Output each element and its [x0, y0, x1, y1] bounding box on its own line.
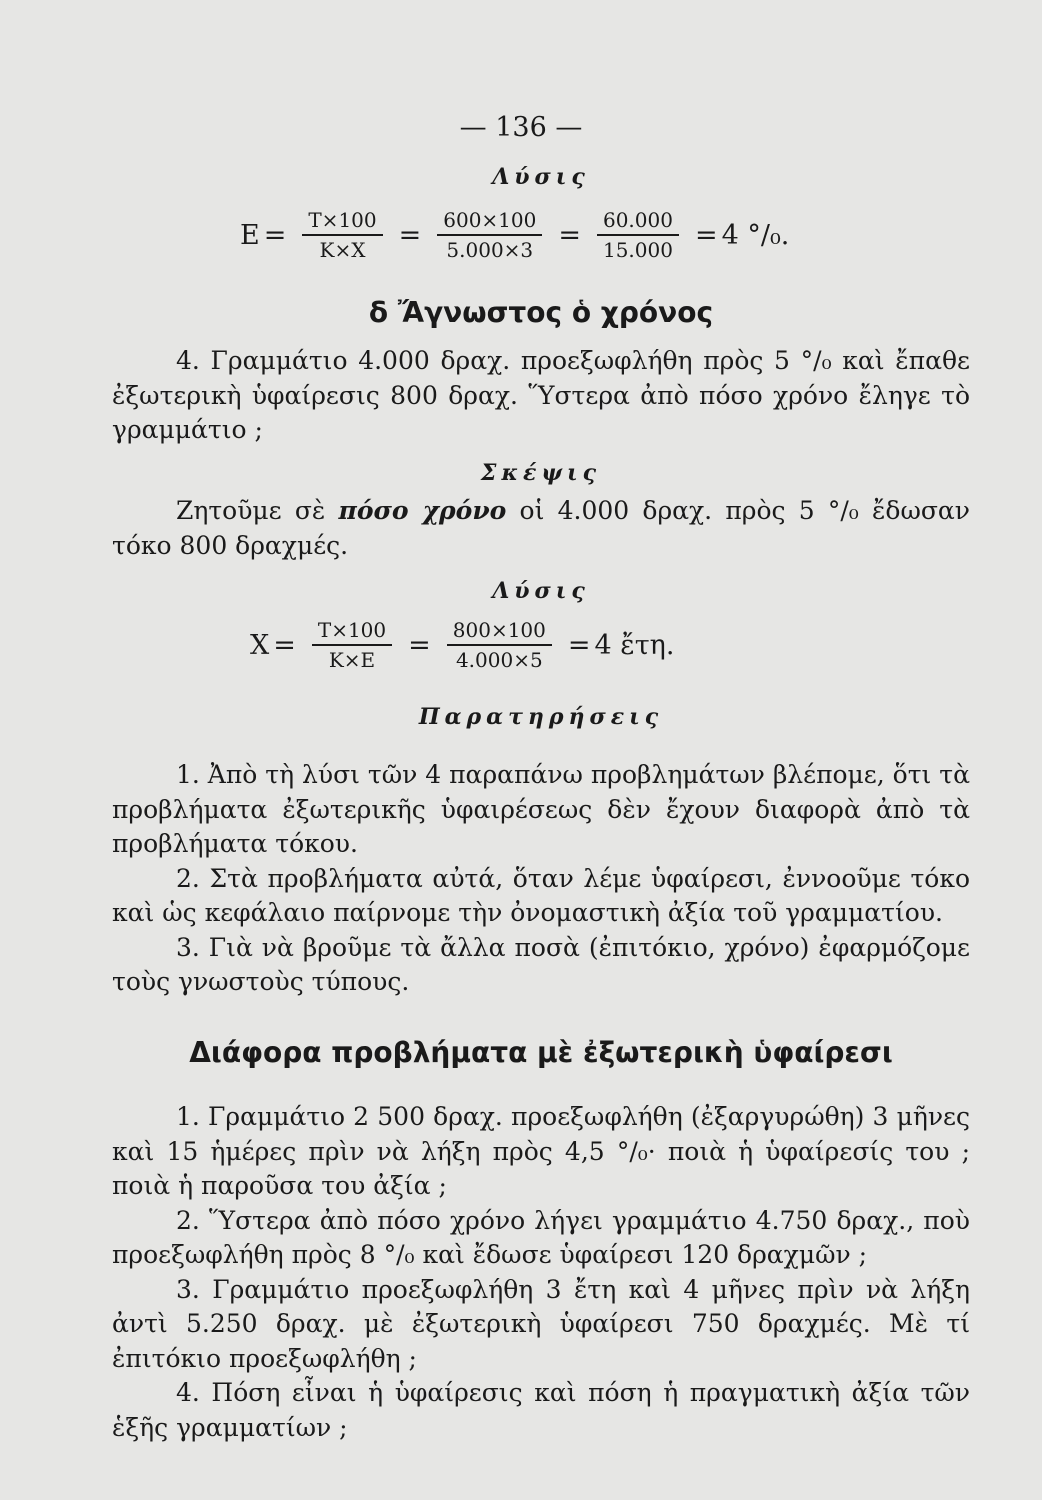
formula-lhs: X — [250, 629, 270, 661]
reasoning-emphasis: πόσο χρόνο — [338, 496, 507, 525]
denominator: K×X — [319, 238, 366, 262]
reasoning-heading: Σκέψις — [480, 460, 602, 486]
denominator: 4.000×5 — [455, 648, 543, 672]
misc-problem-item: 1. Γραμμάτιο 2 500 δραχ. προεξωφλήθη (ἐξαργυρώθη) 3 μῆνες καὶ 15 ἡμέρες πρὶν νὰ λήξη πρὸς 4,5 °/₀· ποιὰ ἡ ὑφαίρεσίς του ; ποιὰ ἡ παροῦσα του ἀξία ; — [112, 1102, 970, 1200]
section-heading-misc: Διάφορα προβλήματα μὲ ἐξωτερικὴ ὑφαίρεσι — [189, 1036, 893, 1069]
page-number: — 136 — — [459, 112, 583, 143]
formula-result: 4 ἔτη. — [594, 629, 675, 661]
observations-heading: Παρατηρήσεις — [418, 704, 664, 730]
formula-result: 4 °/₀. — [721, 219, 790, 251]
equals-sign: = — [398, 219, 422, 251]
misc-problem-item: 2. Ὕστερα ἀπὸ πόσο χρόνο λήγει γραμμάτιο 4.750 δραχ., ποὺ προεξωφλήθη πρὸς 8 °/₀ καὶ ἔδωσε ὑφαίρεσι 120 δραχμῶν ; — [112, 1205, 970, 1269]
fraction — [437, 208, 542, 262]
misc-problems-list — [112, 1100, 970, 1445]
fraction — [312, 618, 392, 672]
equals-sign: = — [558, 219, 581, 251]
solution-heading-2: Λύσις — [492, 578, 590, 604]
observation-item: 1. Ἀπὸ τὴ λύσι τῶν 4 παραπάνω προβλημάτων βλέπομε, ὅτι τὰ προβλήματα ἐξωτερικῆς ὑφαιρέσεως δὲν ἔχουν διαφορὰ ἀπὸ τὰ προβλήματα τόκου. — [112, 760, 970, 858]
equals-sign: = — [273, 629, 296, 661]
numerator: 800×100 — [447, 618, 552, 646]
numerator: T×100 — [302, 208, 382, 236]
numerator: 600×100 — [437, 208, 542, 236]
equals-sign: = — [567, 629, 591, 661]
denominator: 15.000 — [602, 238, 673, 262]
misc-problem-item: 4. Πόση εἶναι ἡ ὑφαίρεσις καὶ πόση ἡ πραγματικὴ ἀξία τῶν ἑξῆς γραμματίων ; — [112, 1378, 970, 1442]
fraction — [302, 208, 382, 262]
equals-sign: = — [263, 219, 287, 251]
formula-interest-rate — [240, 208, 789, 262]
equals-sign: = — [694, 219, 718, 251]
observation-item: 3. Γιὰ νὰ βροῦμε τὰ ἄλλα ποσὰ (ἐπιτόκιο, χρόνο) ἐφαρμόζομε τοὺς γνωστοὺς τύπους. — [112, 932, 970, 996]
reasoning-paragraph — [112, 494, 970, 563]
denominator: K×E — [328, 648, 376, 672]
formula-lhs: E — [240, 219, 260, 251]
problem-4 — [112, 344, 970, 448]
reasoning-text-end: οἱ 4.000 δραχ. πρὸς 5 °/₀ ἔδωσαν τόκο 800 δραχμές. — [112, 496, 970, 560]
section-heading-delta: δ Ἄγνωστος ὁ χρόνος — [368, 296, 714, 329]
solution-heading-1: Λύσις — [492, 164, 590, 190]
misc-problem-item: 3. Γραμμάτιο προεξωφλήθη 3 ἔτη καὶ 4 μῆνες πρὶν νὰ λήξη ἀντὶ 5.250 δραχ. μὲ ἐξωτερικὴ ὑφαίρεσι 750 δραχμές. Μὲ τί ἐπιτόκιο προεξωφλήθη ; — [112, 1274, 970, 1373]
observation-item: 2. Στὰ προβλήματα αὐτά, ὅταν λέμε ὑφαίρεσι, ἐννοοῦμε τόκο καὶ ὡς κεφάλαιο παίρνομε τὴν ὀνομαστικὴ ἀξία τοῦ γραμματίου. — [112, 863, 970, 927]
fraction — [597, 208, 679, 262]
observations-list — [112, 758, 970, 1000]
numerator: 60.000 — [597, 208, 679, 236]
numerator: T×100 — [312, 618, 392, 646]
problem-4-text: 4. Γραμμάτιο 4.000 δραχ. προεξωφλήθη πρὸς 5 °/₀ καὶ ἔπαθε ἐξωτερικὴ ὑφαίρεσις 800 δραχ. Ὕστερα ἀπὸ πόσο χρόνο ἔληγε τὸ γραμμάτιο ; — [112, 346, 970, 444]
fraction — [447, 618, 552, 672]
formula-time — [250, 618, 674, 672]
equals-sign: = — [408, 629, 431, 661]
reasoning-text — [112, 494, 970, 563]
denominator: 5.000×3 — [446, 238, 534, 262]
reasoning-text-start: Ζητοῦμε σὲ — [176, 496, 339, 525]
